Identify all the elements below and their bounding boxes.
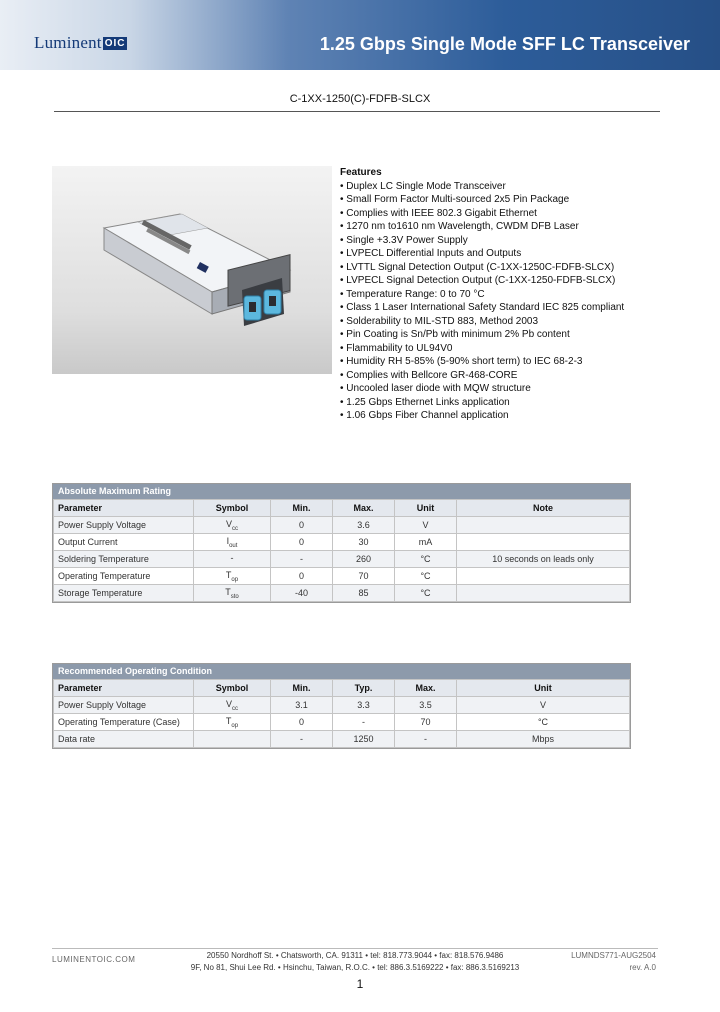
cell-parameter: Operating Temperature (Case) [54, 714, 194, 731]
cell-note [457, 585, 630, 602]
col-header: Parameter [54, 680, 194, 697]
footer-address-usa: 20550 Nordhoff St. • Chatsworth, CA. 91311 • tel: 818.773.9044 • fax: 818.576.9486 [206, 951, 504, 960]
col-header: Typ. [333, 680, 395, 697]
cell-unit: V [395, 517, 457, 534]
cell-max: 30 [333, 534, 395, 551]
table-row [54, 534, 630, 551]
company-logo [34, 33, 127, 53]
cell-note [457, 534, 630, 551]
cell-min: 0 [271, 568, 333, 585]
cell-typ: 1250 [333, 731, 395, 748]
table-caption: Recommended Operating Condition [53, 664, 630, 679]
cell-parameter: Data rate [54, 731, 194, 748]
table-header-row [54, 680, 630, 697]
feature-item: • Temperature Range: 0 to 70 °C [340, 288, 485, 300]
cell-unit: °C [457, 714, 630, 731]
table-row [54, 714, 630, 731]
table-row [54, 568, 630, 585]
part-number: C-1XX-1250(C)-FDFB-SLCX [289, 93, 431, 105]
document-code: LUMNDS771-AUG2504 [571, 951, 656, 960]
table-row [54, 517, 630, 534]
logo-text: Luminent [34, 33, 102, 52]
cell-min: - [271, 551, 333, 568]
cell-max: 70 [333, 568, 395, 585]
logo-badge: OIC [104, 38, 126, 49]
col-header: Symbol [194, 500, 271, 517]
transceiver-image [52, 166, 332, 374]
cell-unit: °C [395, 585, 457, 602]
cell-max: 260 [333, 551, 395, 568]
col-header: Max. [333, 500, 395, 517]
cell-unit: °C [395, 551, 457, 568]
feature-item: • LVPECL Signal Detection Output (C-1XX-1250-FDFB-SLCX) [340, 275, 616, 286]
feature-item: • Pin Coating is Sn/Pb with minimum 2% Pb content [340, 329, 570, 340]
features-heading: Features [340, 167, 382, 178]
cell-max: 3.6 [333, 517, 395, 534]
cell-note [457, 568, 630, 585]
cell-max: - [395, 731, 457, 748]
cell-min: 0 [271, 517, 333, 534]
feature-item: • Humidity RH 5-85% (5-90% short term) to IEC 68-2-3 [340, 356, 583, 367]
cell-min: 0 [271, 534, 333, 551]
col-header: Min. [271, 500, 333, 517]
cell-symbol: $T_{op}$ [194, 568, 271, 585]
feature-item: • Duplex LC Single Mode Transceiver [340, 180, 506, 192]
footer-website[interactable]: LUMINENTOIC.COM [52, 955, 136, 964]
cell-typ: 3.3 [333, 697, 395, 714]
footer-addresses [175, 950, 535, 974]
header-divider [54, 111, 660, 112]
table-row [54, 697, 630, 714]
feature-item: • Complies with Bellcore GR-468-CORE [340, 369, 518, 381]
cell-max: 70 [395, 714, 457, 731]
absolute-maximum-rating-table [52, 483, 631, 603]
cell-parameter: Power Supply Voltage [54, 697, 194, 714]
feature-item: • Uncooled laser diode with MQW structure [340, 383, 531, 394]
cell-parameter: Power Supply Voltage [54, 517, 194, 534]
feature-item: • LVTTL Signal Detection Output (C-1XX-1250C-FDFB-SLCX) [340, 261, 615, 273]
feature-item: • Solderability to MIL-STD 883, Method 2003 [340, 315, 539, 327]
col-header: Min. [271, 680, 333, 697]
footer-divider [52, 948, 658, 949]
cell-symbol: $V_{cc}$ [194, 517, 271, 534]
table-row [54, 585, 630, 602]
feature-item: • 1.06 Gbps Fiber Channel application [340, 410, 509, 421]
feature-item: • Small Form Factor Multi-sourced 2x5 Pin Package [340, 194, 570, 205]
cell-typ: - [333, 714, 395, 731]
table-row [54, 551, 630, 568]
col-header: Max. [395, 680, 457, 697]
cell-parameter: Output Current [54, 534, 194, 551]
cell-symbol [194, 731, 271, 748]
feature-item: • Complies with IEEE 802.3 Gigabit Ethernet [340, 207, 537, 219]
col-header: Unit [395, 500, 457, 517]
cell-max: 3.5 [395, 697, 457, 714]
document-revision: rev. A.0 [629, 963, 656, 972]
footer-address-taiwan: 9F, No 81, Shui Lee Rd. • Hsinchu, Taiwan, R.O.C. • tel: 886.3.5169222 • fax: 886.3.5169213 [190, 963, 520, 972]
recommended-operating-condition-table [52, 663, 631, 749]
feature-item: • Flammability to UL94V0 [340, 342, 453, 354]
feature-item: • 1.25 Gbps Ethernet Links application [340, 396, 510, 408]
cell-unit: V [457, 697, 630, 714]
col-header: Symbol [194, 680, 271, 697]
col-header: Parameter [54, 500, 194, 517]
feature-item: • Class 1 Laser International Safety Standard IEC 825 compliant [340, 302, 625, 313]
cell-max: 85 [333, 585, 395, 602]
cell-note [457, 517, 630, 534]
cell-symbol: - [194, 551, 271, 568]
document-title: 1.25 Gbps Single Mode SFF LC Transceiver [319, 34, 690, 54]
table-row [54, 731, 630, 748]
cell-unit: Mbps [457, 731, 630, 748]
features-list [340, 166, 638, 423]
cell-min: -40 [271, 585, 333, 602]
feature-item: • Single +3.3V Power Supply [340, 234, 468, 246]
cell-symbol: $V_{cc}$ [194, 697, 271, 714]
cell-symbol: $T_{op}$ [194, 714, 271, 731]
product-photo [52, 166, 332, 374]
footer-doc-info [571, 950, 656, 974]
feature-item: • LVPECL Differential Inputs and Outputs [340, 248, 522, 259]
col-header: Unit [457, 680, 630, 697]
cell-min: 0 [271, 714, 333, 731]
cell-note: 10 seconds on leads only [457, 551, 630, 568]
cell-unit: mA [395, 534, 457, 551]
cell-min: 3.1 [271, 697, 333, 714]
table-caption: Absolute Maximum Rating [53, 484, 630, 499]
cell-parameter: Soldering Temperature [54, 551, 194, 568]
cell-symbol: $T_{sto}$ [194, 585, 271, 602]
col-header: Note [457, 500, 630, 517]
cell-min: - [271, 731, 333, 748]
cell-parameter: Operating Temperature [54, 568, 194, 585]
feature-item: • 1270 nm to1610 nm Wavelength, CWDM DFB Laser [340, 221, 579, 232]
table-header-row [54, 500, 630, 517]
cell-unit: °C [395, 568, 457, 585]
page-number: 1 [356, 977, 364, 991]
cell-symbol: $I_{out}$ [194, 534, 271, 551]
cell-parameter: Storage Temperature [54, 585, 194, 602]
header-banner [0, 0, 720, 70]
